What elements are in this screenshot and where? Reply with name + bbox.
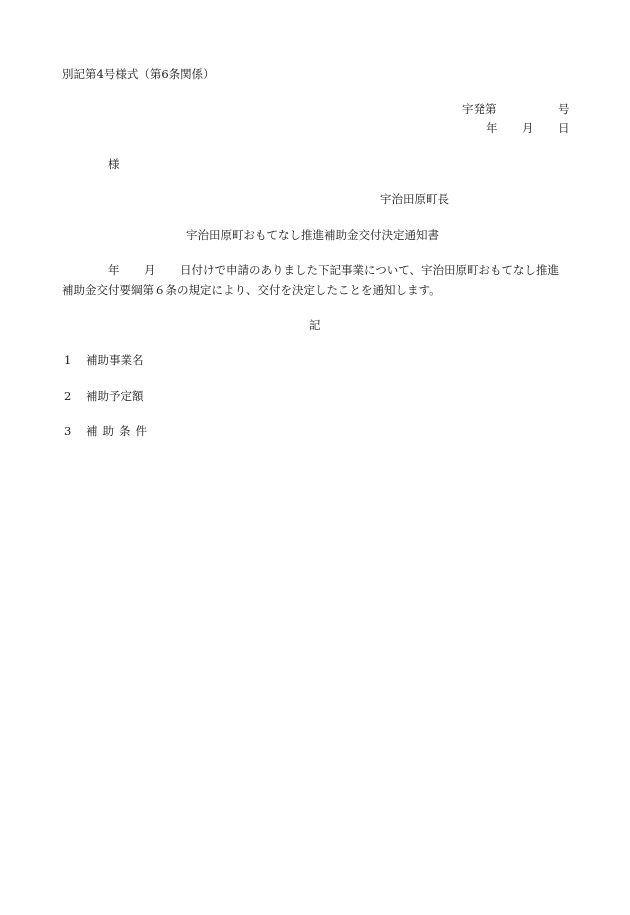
item-number-3: 3 — [64, 424, 72, 438]
item-number-1: 1 — [64, 353, 72, 367]
item-label-1: 補助事業名 — [86, 353, 144, 367]
date-month-label: 月 — [522, 121, 534, 135]
body-line-2: 補助金交付要綱第６条の規定により、交付を決定したことを通知します。 — [62, 283, 441, 297]
sender-name: 宇治田原町長 — [380, 192, 449, 206]
item-label-2: 補助予定額 — [86, 389, 144, 403]
document-title: 宇治田原町おもてなし推進補助金交付決定通知書 — [186, 228, 439, 242]
form-label: 別記第4号様式（第6条関係） — [62, 67, 215, 81]
ki-heading: 記 — [309, 318, 321, 332]
item-number-2: 2 — [64, 389, 72, 403]
doc-number-prefix: 宇発第 — [462, 102, 497, 116]
item-label-3: 補助条件 — [86, 424, 152, 438]
body-year: 年 — [108, 263, 120, 277]
body-line-1: 日付けで申請のありました下記事業について、宇治田原町おもてなし推進 — [180, 263, 560, 277]
date-year-label: 年 — [486, 121, 498, 135]
recipient-suffix: 様 — [108, 157, 120, 171]
doc-number-suffix: 号 — [558, 102, 570, 116]
body-month: 月 — [144, 263, 156, 277]
date-day-label: 日 — [558, 121, 570, 135]
